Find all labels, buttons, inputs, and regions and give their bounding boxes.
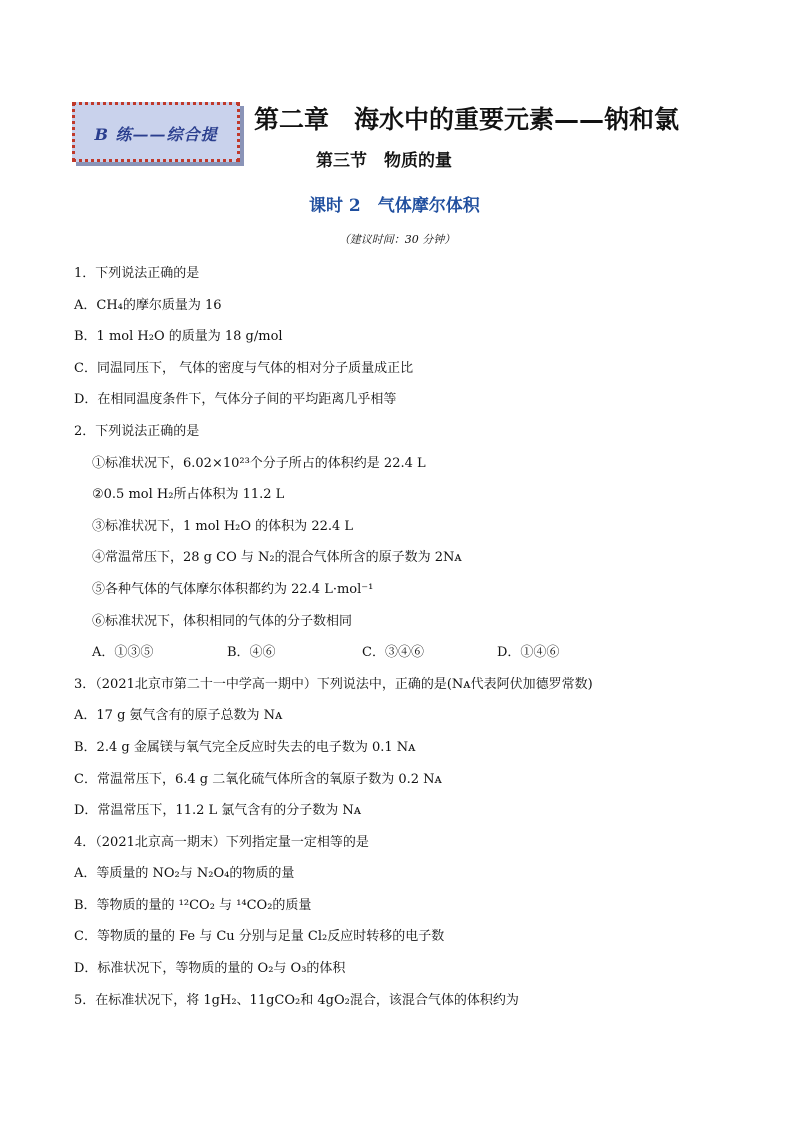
question-2-statement-3: ③标准状况下，1 mol H₂O 的体积为 22.4 L [92, 518, 354, 534]
question-4-option-b: B．等物质的量的 ¹²CO₂ 与 ¹⁴CO₂的质量 [74, 897, 312, 913]
question-2-statement-5: ⑤各种气体的气体摩尔体积都约为 22.4 L·mol⁻¹ [92, 581, 374, 597]
question-4-option-a: A．等质量的 NO₂与 N₂O₄的物质的量 [74, 866, 295, 882]
question-2-statement-4: ④常温常压下，28 g CO 与 N₂的混合气体所含的原子数为 2Nᴀ [92, 550, 462, 566]
question-1-option-d: D．在相同温度条件下，气体分子间的平均距离几乎相等 [74, 392, 397, 408]
question-1-option-b: B．1 mol H₂O 的质量为 18 g/mol [74, 329, 283, 345]
chapter-title: 第二章 海水中的重要元素——钠和氯 [254, 105, 680, 134]
question-2-statement-2: ②0.5 mol H₂所占体积为 11.2 L [92, 487, 285, 503]
question-2-answer-c: C．③④⑥ [362, 645, 424, 661]
time-hint: （建议时间：30 分钟） [338, 233, 456, 246]
lesson-title: 课时 2 气体摩尔体积 [309, 196, 480, 216]
question-3-option-c: C．常温常压下，6.4 g 二氧化硫气体所含的氧原子数为 0.2 Nᴀ [74, 771, 442, 787]
question-list [74, 258, 754, 1016]
question-3-option-b: B．2.4 g 金属镁与氧气完全反应时失去的电子数为 0.1 Nᴀ [74, 739, 416, 755]
question-4-stem: 4．（2021北京高一期末）下列指定量一定相等的是 [74, 834, 369, 850]
question-2-answer-b: B．④⑥ [227, 645, 276, 661]
question-2-statement-1: ①标准状况下，6.02×10²³个分子所占的体积约是 22.4 L [92, 455, 426, 471]
section-badge [72, 102, 240, 162]
question-3-option-a: A．17 g 氨气含有的原子总数为 Nᴀ [74, 708, 283, 724]
question-4-option-c: C．等物质的量的 Fe 与 Cu 分别与足量 Cl₂反应时转移的电子数 [74, 929, 445, 945]
question-3-option-d: D．常温常压下，11.2 L 氯气含有的分子数为 Nᴀ [74, 803, 362, 819]
section-title: 第三节 物质的量 [316, 151, 452, 171]
question-2-answers [74, 637, 754, 669]
question-1-option-a: A．CH₄的摩尔质量为 16 [74, 297, 222, 313]
question-3-stem: 3．（2021北京市第二十一中学高一期中）下列说法中，正确的是(Nᴀ代表阿伏加德罗常数) [74, 676, 593, 692]
question-2-answer-d: D．①④⑥ [497, 645, 560, 661]
badge-label: B 练——综合提 [94, 125, 218, 144]
question-2-stem: 2．下列说法正确的是 [74, 423, 200, 439]
question-4-option-d: D．标准状况下，等物质的量的 O₂与 O₃的体积 [74, 961, 346, 977]
question-1-stem: 1．下列说法正确的是 [74, 266, 200, 281]
question-5-stem: 5．在标准状况下，将 1gH₂、11gCO₂和 4gO₂混合，该混合气体的体积约为 [74, 992, 519, 1008]
question-1-option-c: C．同温同压下， 气体的密度与气体的相对分子质量成正比 [74, 360, 414, 376]
question-2-answer-a: A．①③⑤ [92, 645, 154, 661]
question-2-statement-6: ⑥标准状况下，体积相同的气体的分子数相同 [92, 613, 353, 629]
